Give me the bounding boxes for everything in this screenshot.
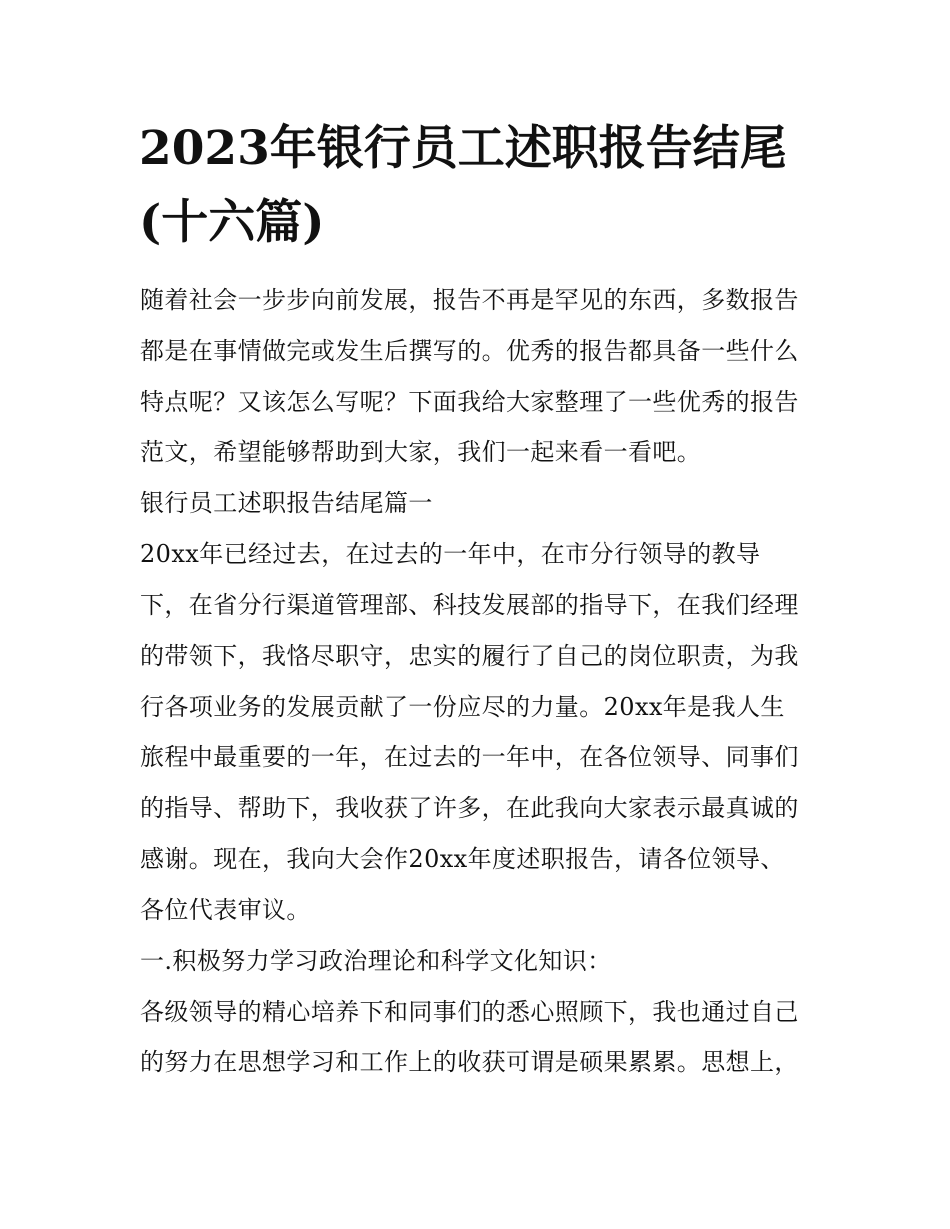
title-line-2: (十六篇) [139, 195, 325, 250]
intro-line-1: 随着社会一步步向前发展，报告不再是罕见的东西，多数报告 [140, 286, 799, 314]
body-line-2: 下，在省分行渠道管理部、科技发展部的指导下，在我们经理 [140, 591, 799, 619]
body-line-7: 感谢。现在，我向大会作20xx年度述职报告，请各位领导、 [140, 845, 785, 873]
section-heading: 银行员工述职报告结尾篇一 [140, 489, 433, 517]
subsection-heading: 一.积极努力学习政治理论和科学文化知识： [140, 947, 612, 975]
document-title [139, 112, 819, 260]
body-line-10: 的努力在思想学习和工作上的收获可谓是硕果累累。思想上， [140, 1048, 799, 1076]
body-line-9: 各级领导的精心培养下和同事们的悉心照顾下，我也通过自己 [140, 998, 799, 1026]
intro-line-4: 范文，希望能够帮助到大家，我们一起来看一看吧。 [140, 438, 702, 466]
body-line-8: 各位代表审议。 [140, 896, 311, 924]
body-line-4: 行各项业务的发展贡献了一份应尽的力量。20xx年是我人生 [140, 693, 785, 721]
intro-line-2: 都是在事情做完或发生后撰写的。优秀的报告都具备一些什么 [140, 337, 799, 365]
body-line-6: 的指导、帮助下，我收获了许多，在此我向大家表示最真诚的 [140, 794, 799, 822]
title-line-1: 2023年银行员工述职报告结尾 [139, 121, 787, 176]
body-line-5: 旅程中最重要的一年，在过去的一年中，在各位领导、同事们 [140, 743, 799, 771]
body-line-1: 20xx年已经过去，在过去的一年中，在市分行领导的教导 [140, 540, 761, 568]
intro-line-3: 特点呢？又该怎么写呢？下面我给大家整理了一些优秀的报告 [140, 388, 799, 416]
body-line-3: 的带领下，我恪尽职守，忠实的履行了自己的岗位职责，为我 [140, 642, 799, 670]
